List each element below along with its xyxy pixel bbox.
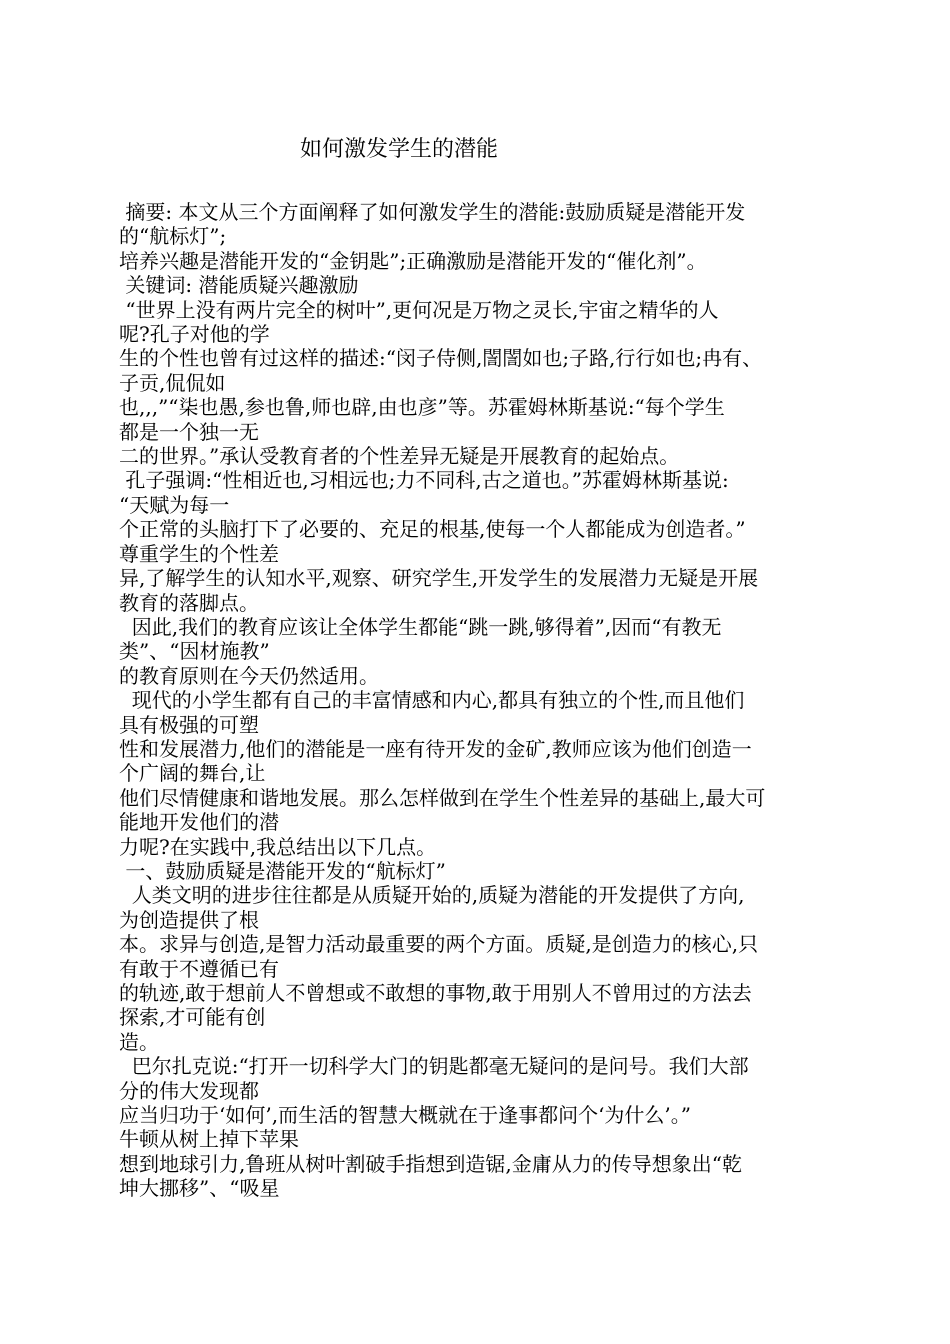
text-line: 呢?孔子对他的学 <box>119 322 270 347</box>
text-line: 都是一个独一无 <box>119 419 259 444</box>
text-line: 个正常的头脑打下了必要的、充足的根基,使每一个人都能成为创造者。” <box>119 517 746 542</box>
text-line: 造。 <box>119 1029 159 1054</box>
document-title: 如何激发学生的潜能 <box>300 137 499 162</box>
text-line: 能地开发他们的潜 <box>119 810 279 835</box>
text-line: 探索,才可能有创 <box>119 1005 266 1030</box>
document-body <box>119 200 839 1201</box>
text-line: 分的伟大发现都 <box>119 1078 259 1103</box>
text-line: 有敢于不遵循已有 <box>119 956 279 981</box>
text-line: 本。求异与创造,是智力活动最重要的两个方面。质疑,是创造力的核心,只 <box>119 932 759 957</box>
text-line: 力呢?在实践中,我总结出以下几点。 <box>119 834 437 859</box>
text-line: 的轨迹,敢于想前人不曾想或不敢想的事物,敢于用别人不曾用过的方法去 <box>119 981 752 1005</box>
text-line: 尊重学生的个性差 <box>119 541 279 566</box>
text-line: 巴尔扎克说:“打开一切科学大门的钥匙都毫无疑问的是问号。我们大部 <box>119 1054 749 1079</box>
text-line: 因此,我们的教育应该让全体学生都能“跳一跳,够得着”,因而“有教无 <box>119 614 722 639</box>
text-line: 坤大挪移”、“吸星 <box>119 1176 280 1201</box>
text-line: “世界上没有两片完全的树叶”,更何况是万物之灵长,宇宙之精华的人 <box>119 297 719 322</box>
text-line: 关键词: 潜能质疑兴趣激励 <box>119 273 359 298</box>
text-line: 性和发展潜力,他们的潜能是一座有待开发的金矿,教师应该为他们创造一 <box>119 736 752 761</box>
text-line: 二的世界。”承认受教育者的个性差异无疑是开展教育的起始点。 <box>119 444 680 469</box>
text-line: 的“航标灯”; <box>119 224 227 249</box>
text-line: 他们尽情健康和谐地发展。那么怎样做到在学生个性差异的基础上,最大可 <box>119 785 766 810</box>
text-line: 子贡,侃侃如 <box>119 370 226 395</box>
text-line: 为创造提供了根 <box>119 907 259 932</box>
text-line: 具有极强的可塑 <box>119 712 259 737</box>
text-line: 人类文明的进步往往都是从质疑开始的,质疑为潜能的开发提供了方向, <box>119 883 745 908</box>
text-line: 一、鼓励质疑是潜能开发的“航标灯” <box>119 858 446 883</box>
text-line: 也,,,”“柒也愚,参也鲁,师也辟,由也彦”等。苏霍姆林斯基说:“每个学生 <box>119 395 725 420</box>
text-line: 想到地球引力,鲁班从树叶割破手指想到造锯,金庸从力的传导想象出“乾 <box>119 1151 742 1176</box>
text-line: 孔子强调:“性相近也,习相远也;力不同科,古之道也。”苏霍姆林斯基说: <box>119 468 729 493</box>
text-line: 的教育原则在今天仍然适用。 <box>119 663 379 688</box>
text-line: 生的个性也曾有过这样的描述:“闵子侍侧,誾誾如也;子路,行行如也;冉有、 <box>119 346 763 371</box>
text-line: 摘要: 本文从三个方面阐释了如何激发学生的潜能:鼓励质疑是潜能开发 <box>119 200 746 224</box>
text-line: 类”、“因材施教” <box>119 639 270 664</box>
text-line: 牛顿从树上掉下苹果 <box>119 1127 299 1152</box>
text-line: “天赋为每一 <box>119 492 230 517</box>
text-line: 个广阔的舞台,让 <box>119 761 266 786</box>
text-line: 教育的落脚点。 <box>119 590 259 615</box>
text-line: 异,了解学生的认知水平,观察、研究学生,开发学生的发展潜力无疑是开展 <box>119 566 759 591</box>
text-line: 现代的小学生都有自己的丰富情感和内心,都具有独立的个性,而且他们 <box>119 688 745 713</box>
text-line: 应当归功于‘如何’,而生活的智慧大概就在于逢事都问个‘为什么’。” <box>119 1103 692 1128</box>
text-line: 培养兴趣是潜能开发的“金钥匙”;正确激励是潜能开发的“催化剂”。 <box>119 248 707 273</box>
